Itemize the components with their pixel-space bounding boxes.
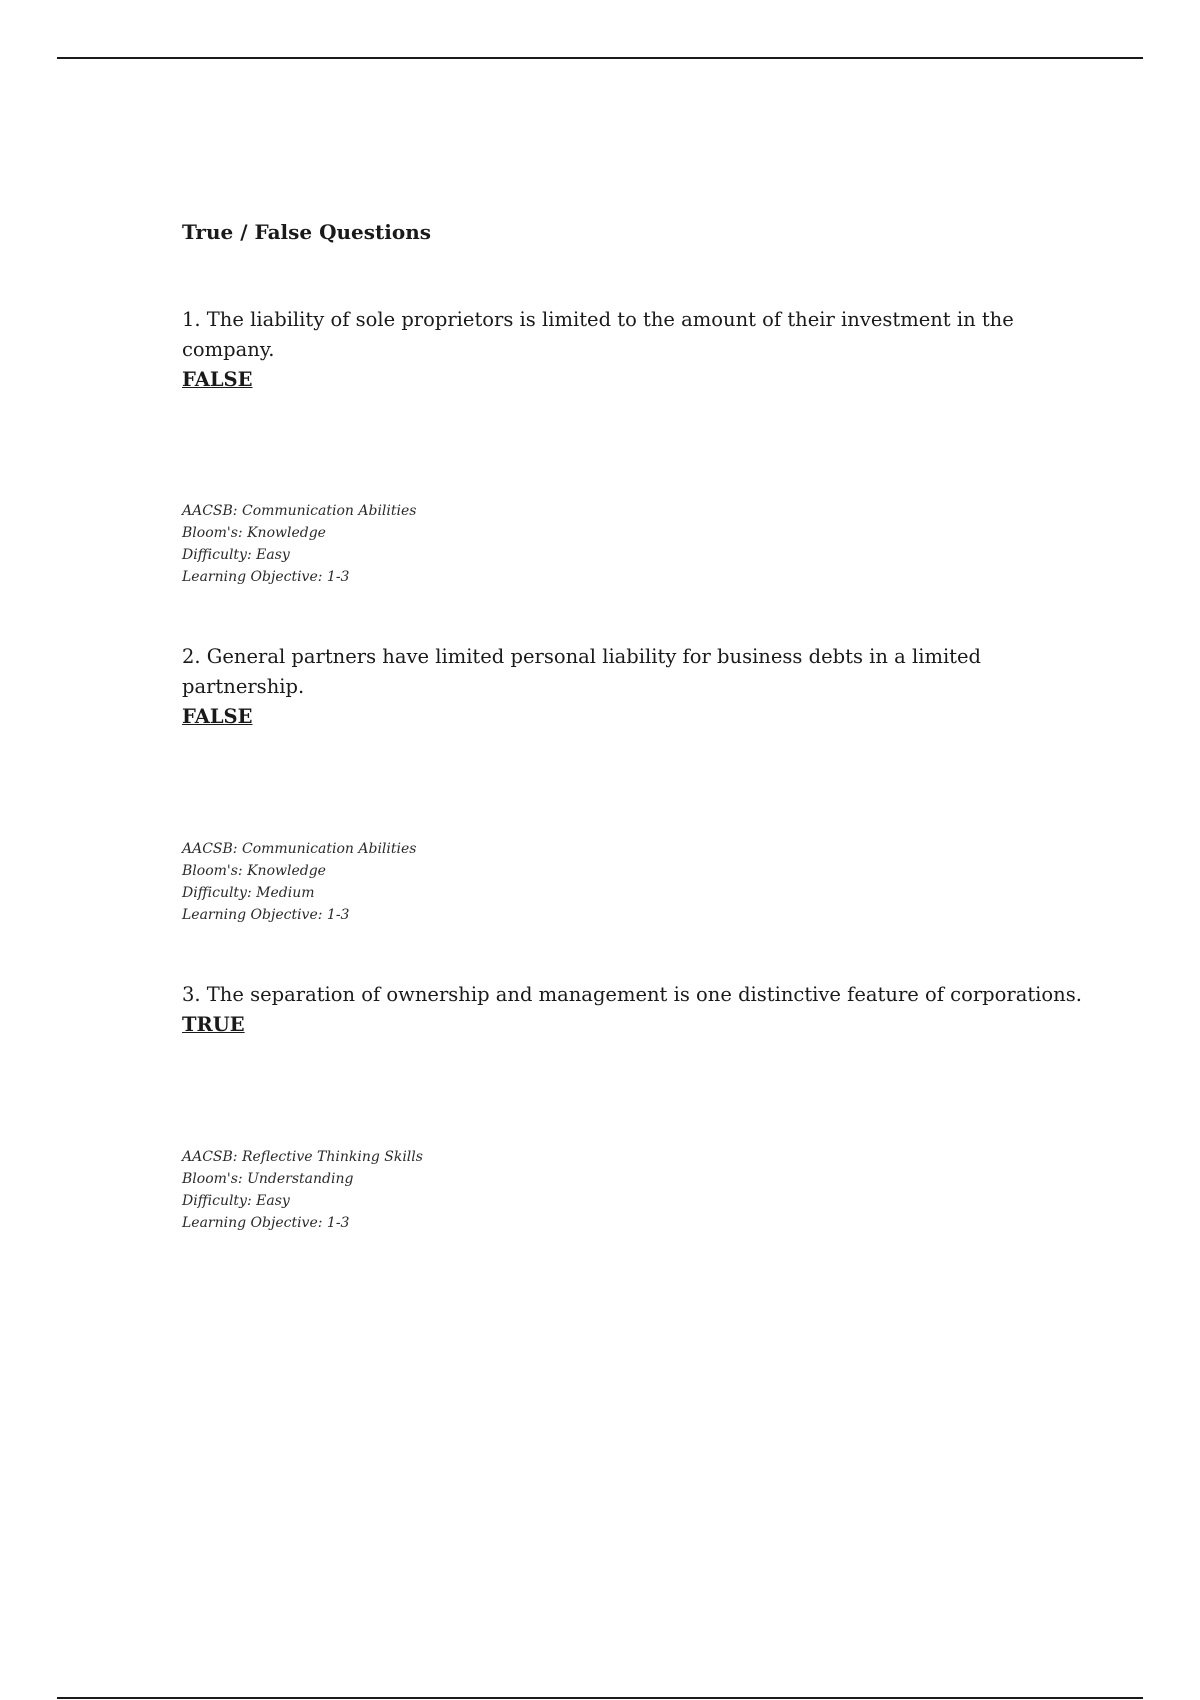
header-rule [57,57,1143,59]
question-answer: TRUE [182,1013,245,1036]
meta-aacsb: AACSB: Communication Abilities [182,841,417,857]
meta-difficulty: Difficulty: Medium [182,885,315,901]
meta-objective: Learning Objective: 1-3 [182,1215,350,1231]
question-2-metadata [182,838,416,926]
question-1 [182,305,1062,395]
question-text: 2. General partners have limited personal liability for business debts in a limited partnership. [182,645,982,698]
meta-blooms: Bloom's: Knowledge [182,863,326,879]
meta-aacsb: AACSB: Reflective Thinking Skills [182,1149,423,1165]
question-answer: FALSE [182,368,253,391]
question-2 [182,642,1062,732]
meta-difficulty: Difficulty: Easy [182,1193,290,1209]
section-heading: True / False Questions [182,220,431,244]
meta-difficulty: Difficulty: Easy [182,547,290,563]
question-text: 1. The liability of sole proprietors is limited to the amount of their investment in the company. [182,308,1014,361]
question-3-metadata [182,1146,423,1234]
meta-blooms: Bloom's: Knowledge [182,525,326,541]
question-1-metadata [182,500,416,588]
question-3 [182,980,1082,1040]
meta-aacsb: AACSB: Communication Abilities [182,503,417,519]
question-text: 3. The separation of ownership and management is one distinctive feature of corporations. [182,983,1082,1006]
meta-objective: Learning Objective: 1-3 [182,569,350,585]
question-answer: FALSE [182,705,253,728]
meta-objective: Learning Objective: 1-3 [182,907,350,923]
meta-blooms: Bloom's: Understanding [182,1171,354,1187]
footer-rule [57,1697,1143,1699]
